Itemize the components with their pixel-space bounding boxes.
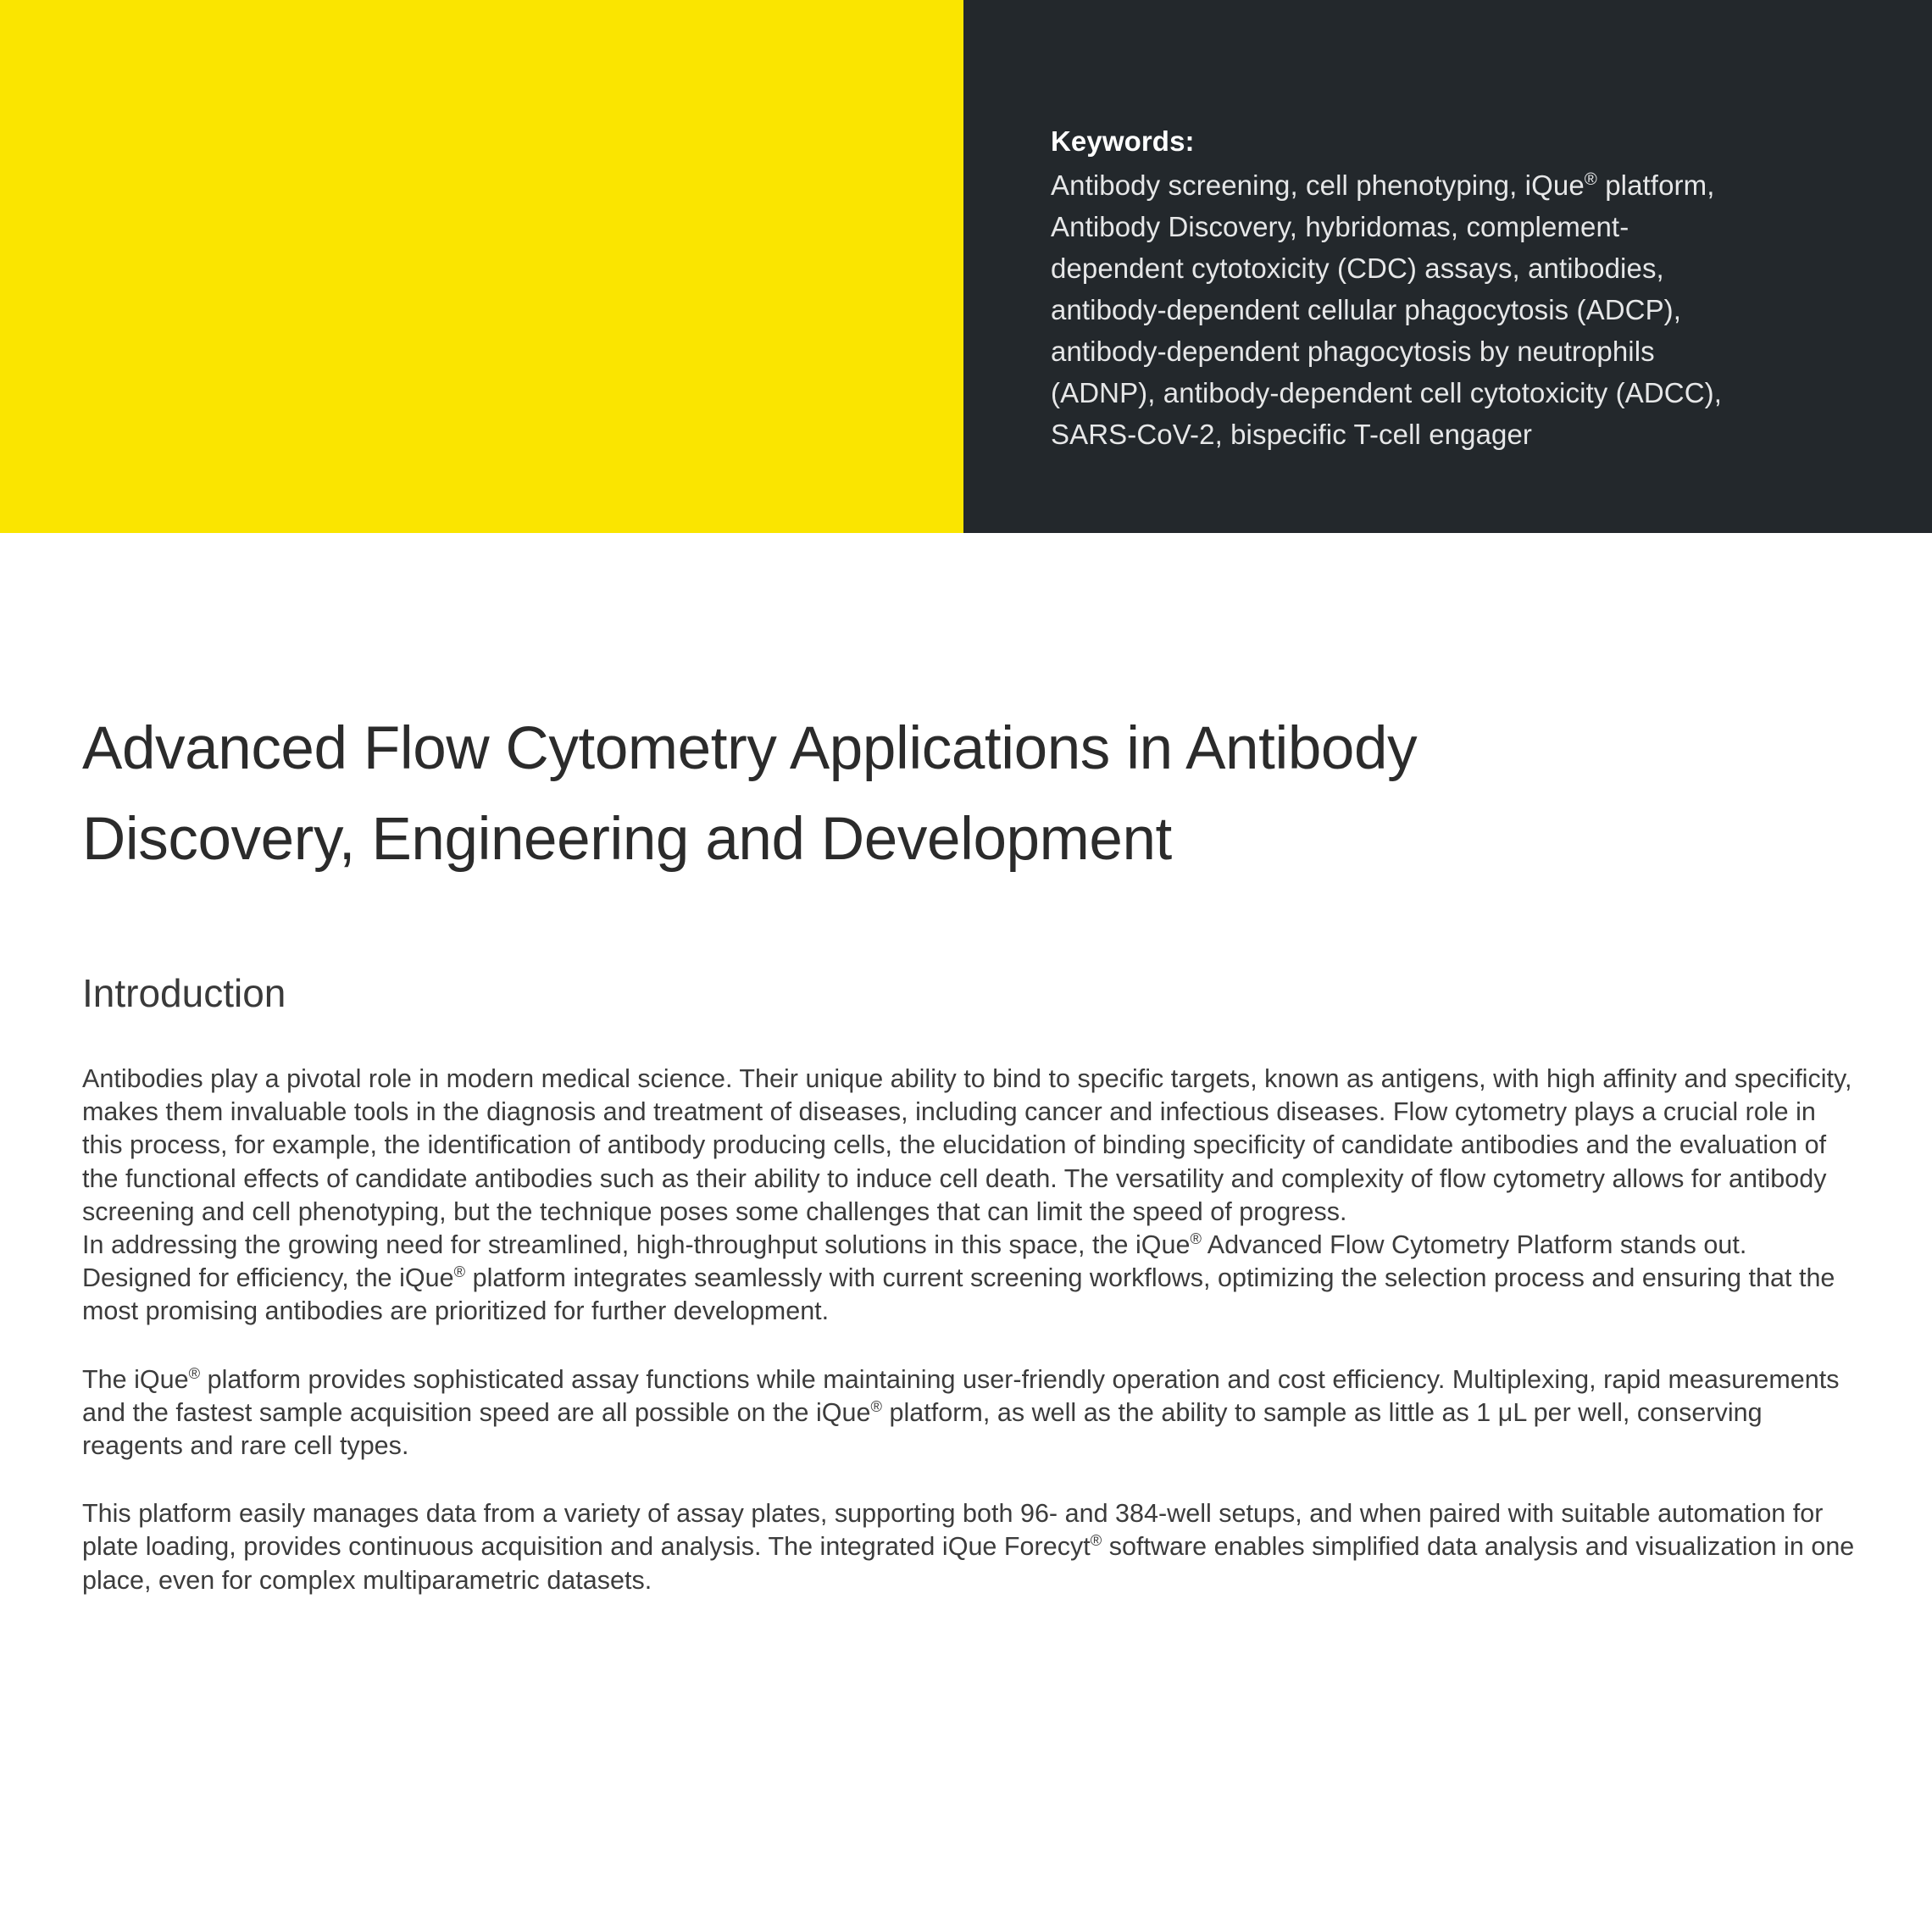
keywords-block: [1051, 120, 1864, 455]
yellow-accent-block: [0, 0, 963, 533]
body-paragraph-1: Antibodies play a pivotal role in modern medical science. Their unique ability to bind to specific targets, known as antigens, with high affinity and specificity, makes them invaluable tools in the diagnosis and treatment of diseases, including cancer and infectious diseases. Flow cytometry plays a crucial role in this process, for example, the identification of antibody producing cells, the elucidation of binding specificity of candidate antibodies and the evaluation of the functional effects of candidate antibodies such as their ability to induce cell death. The versatility and complexity of flow cytometry allows for antibody screening and cell phenotyping, but the technique poses some challenges that can limit the speed of progress.: [82, 1064, 1852, 1226]
page-title: Advanced Flow Cytometry Applications in Antibody Discovery, Engineering and Development: [82, 715, 1418, 873]
heading-gap: [82, 1017, 1858, 1063]
keywords-line: SARS-CoV-2, bispecific T-cell engager: [1051, 419, 1533, 450]
keywords-label: Keywords:: [1051, 125, 1195, 157]
keywords-line: dependent cytotoxicity (CDC) assays, antibodies,: [1051, 253, 1664, 284]
keywords-line: antibody-dependent cellular phagocytosis (ADCP),: [1051, 294, 1682, 325]
keywords-line: Antibody Discovery, hybridomas, complement-: [1051, 211, 1629, 242]
title-top-spacer: [82, 533, 1858, 703]
document-content: [82, 533, 1858, 1597]
title-bottom-spacer: [82, 885, 1858, 969]
paragraph-gap: [82, 1329, 1858, 1363]
keywords-text: [1051, 164, 1864, 455]
keywords-panel: [963, 0, 1932, 533]
keywords-line: antibody-dependent phagocytosis by neutrophils: [1051, 336, 1655, 367]
keywords-line: (ADNP), antibody-dependent cell cytotoxicity (ADCC),: [1051, 377, 1722, 408]
body-paragraph-2: In addressing the growing need for streamlined, high-throughput solutions in this space, the iQue® Advanced Flow Cytometry Platform stands out. Designed for efficiency, the iQue® platform integrates seamlessly with current screening workflows, optimizing the selection process and ensuring that the most promising antibodies are prioritized for further development.: [82, 1229, 1835, 1326]
paragraph-gap: [82, 1463, 1858, 1497]
body-paragraph-4: This platform easily manages data from a variety of assay plates, supporting both 96- and 384-well setups, and when paired with suitable automation for plate loading, provides continuous acquisition and analysis. The integrated iQue Forecyt® software enables simplified data analysis and visualization in one place, even for complex multiparametric datasets.: [82, 1499, 1855, 1595]
body-paragraph-3: The iQue® platform provides sophisticated assay functions while maintaining user-friendly operation and cost efficiency. Multiplexing, rapid measurements and the fastest sample acquisition speed are all possible on the iQue® platform, as well as the ability to sample as little as 1 μL per well, conserving reagents and rare cell types.: [82, 1363, 1840, 1461]
section-heading-introduction: Introduction: [82, 971, 286, 1015]
keywords-line: Antibody screening, cell phenotyping, iQue® platform,: [1051, 169, 1715, 201]
header-banner: [0, 0, 1932, 533]
